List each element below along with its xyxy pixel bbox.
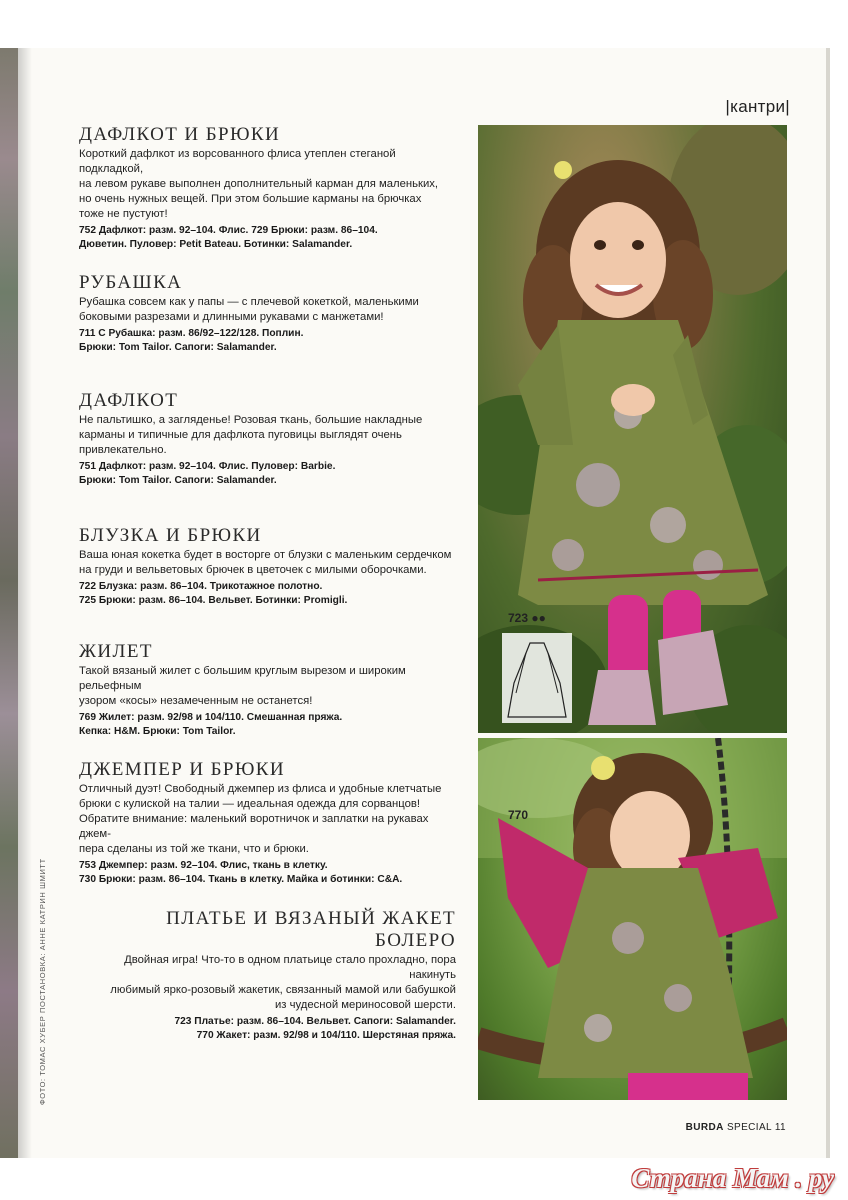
article-pattern-info (79, 327, 459, 355)
info-line: 770 Жакет: разм. 92/98 и 104/110. Шерстяная пряжа. (196, 1030, 456, 1041)
description-line: Ваша юная кокетка будет в восторге от блузки с маленьким сердечком (79, 549, 452, 561)
info-line: 722 Блузка: разм. 86–104. Трикотажное полотно. (79, 581, 323, 592)
info-line: 711 С Рубашка: разм. 86/92–122/128. Поплин. (79, 328, 304, 339)
difficulty-dots-icon: ●● (531, 611, 546, 625)
info-line: 753 Джемпер: разм. 92–104. Флис, ткань в клетку. (79, 860, 328, 871)
article-pattern-info (79, 859, 459, 887)
binding-shadow (18, 48, 32, 1158)
description-line: любимый ярко-розовый жакетик, связанный мамой или бабушкой (110, 984, 456, 996)
article-title: ДЖЕМПЕР И БРЮКИ (79, 759, 285, 780)
scan-top-margin (0, 0, 848, 48)
description-line: Рубашка совсем как у папы — с плечевой кокеткой, маленькими (79, 296, 419, 308)
description-line: пера сделаны из той же ткани, что и брюки. (79, 843, 309, 855)
description-line: Такой вязаный жилет с большим круглым вырезом и широким рельефным (79, 665, 406, 692)
article-block-blouse-trousers (79, 525, 459, 608)
description-line: узором «косы» незамеченным не останется! (79, 695, 313, 707)
page-number: 11 (774, 1122, 786, 1133)
info-line: 723 Платье: разм. 86–104. Вельвет. Сапоги: Salamander. (174, 1016, 456, 1027)
article-block-dress-bolero (80, 908, 456, 1043)
article-pattern-info (80, 1015, 456, 1043)
pattern-number-tag (508, 611, 546, 625)
footer-edition: SPECIAL (726, 1122, 772, 1133)
article-title: ДАФЛКОТ И БРЮКИ (79, 124, 281, 145)
article-title: ДАФЛКОТ (79, 390, 179, 411)
site-watermark: Страна Мам . ру (631, 1163, 834, 1193)
photo-illustration (478, 738, 787, 1100)
info-line: Дюветин. Пуловер: Petit Bateau. Ботинки: Salamander. (79, 239, 353, 250)
description-line: Обратите внимание: маленький воротничок и заплатки на рукавах джем- (79, 813, 429, 840)
pattern-number-tag: 770 (508, 808, 529, 822)
description-line: боковыми разрезами и длинными рукавами с манжетами! (79, 311, 384, 323)
article-title: ЖИЛЕТ (79, 641, 153, 662)
pattern-number: 723 (508, 611, 529, 625)
previous-page-edge (0, 48, 18, 1158)
article-description (79, 548, 459, 578)
description-line: привлекательно. (79, 444, 167, 456)
description-line: из чудесной мериносовой шерсти. (274, 999, 456, 1011)
page-right-edge (826, 48, 830, 1158)
article-block-shirt (79, 272, 459, 355)
description-line: брюки с кулиской на талии — идеальная одежда для сорванцов! (79, 798, 421, 810)
info-line: Брюки: Tom Tailor. Сапоги: Salamander. (79, 475, 277, 486)
info-line: 769 Жилет: разм. 92/98 и 104/110. Смешанная пряжа. (79, 712, 343, 723)
photo-girl-floral-dress (478, 125, 787, 733)
info-line: 730 Брюки: разм. 86–104. Ткань в клетку. Майка и ботинки: C&A. (79, 874, 403, 885)
dress-sketch-icon (502, 633, 572, 723)
article-pattern-info (79, 460, 459, 488)
article-title: БЛУЗКА И БРЮКИ (79, 525, 262, 546)
photo-girl-pink-bolero (478, 738, 787, 1100)
article-description (79, 295, 459, 325)
page-footer (686, 1122, 786, 1133)
article-title: РУБАШКА (79, 272, 183, 293)
article-block-duffle-coat-trousers (79, 124, 459, 252)
info-line: 752 Дафлкот: разм. 92–104. Флис. 729 Брюки: разм. 86–104. (79, 225, 378, 236)
description-line: Не пальтишко, а загляденье! Розовая ткань, большие накладные (79, 414, 423, 426)
article-description (79, 147, 459, 222)
article-pattern-info (79, 580, 459, 608)
article-title: ПЛАТЬЕ И ВЯЗАНЫЙ ЖАКЕТ БОЛЕРО (166, 908, 456, 951)
article-block-jumper-trousers (79, 759, 459, 887)
description-line: на груди и вельветовых брючек в цветочек с милыми оборочками. (79, 564, 427, 576)
article-block-vest (79, 641, 459, 739)
description-line: Короткий дафлкот из ворсованного флиса утеплен стеганой подкладкой, (79, 148, 396, 175)
article-description (79, 782, 459, 857)
article-block-duffle-coat (79, 390, 459, 488)
description-line: на левом рукаве выполнен дополнительный карман для маленьких, (79, 178, 439, 190)
info-line: 725 Брюки: разм. 86–104. Вельвет. Ботинки: Promigli. (79, 595, 348, 606)
article-pattern-info (79, 224, 459, 252)
description-line: но очень нужных вещей. При этом большие карманы на брючках (79, 193, 422, 205)
article-description (79, 413, 459, 458)
footer-brand: BURDA (685, 1122, 724, 1133)
photo-credit-text: ФОТО: ТОМАС ХУБЕР ПОСТАНОВКА: АННЕ КАТРИН ШМИТТ (38, 858, 47, 1105)
article-description (80, 953, 456, 1013)
article-description (79, 664, 459, 709)
description-line: тоже не пустуют! (79, 208, 168, 220)
description-line: карманы и типичные для дафлкота пуговицы выглядят очень (79, 429, 402, 441)
info-line: 751 Дафлкот: разм. 92–104. Флис. Пуловер: Barbie. (79, 461, 336, 472)
info-line: Брюки: Tom Tailor. Сапоги: Salamander. (79, 342, 277, 353)
info-line: Кепка: H&M. Брюки: Tom Tailor. (79, 726, 236, 737)
photo-credit (38, 858, 50, 1105)
article-pattern-info (79, 711, 459, 739)
description-line: Отличный дуэт! Свободный джемпер из флиса и удобные клетчатые (79, 783, 442, 795)
section-tag: |кантри| (725, 97, 790, 116)
description-line: Двойная игра! Что-то в одном платьице стало прохладно, пора накинуть (124, 954, 456, 981)
